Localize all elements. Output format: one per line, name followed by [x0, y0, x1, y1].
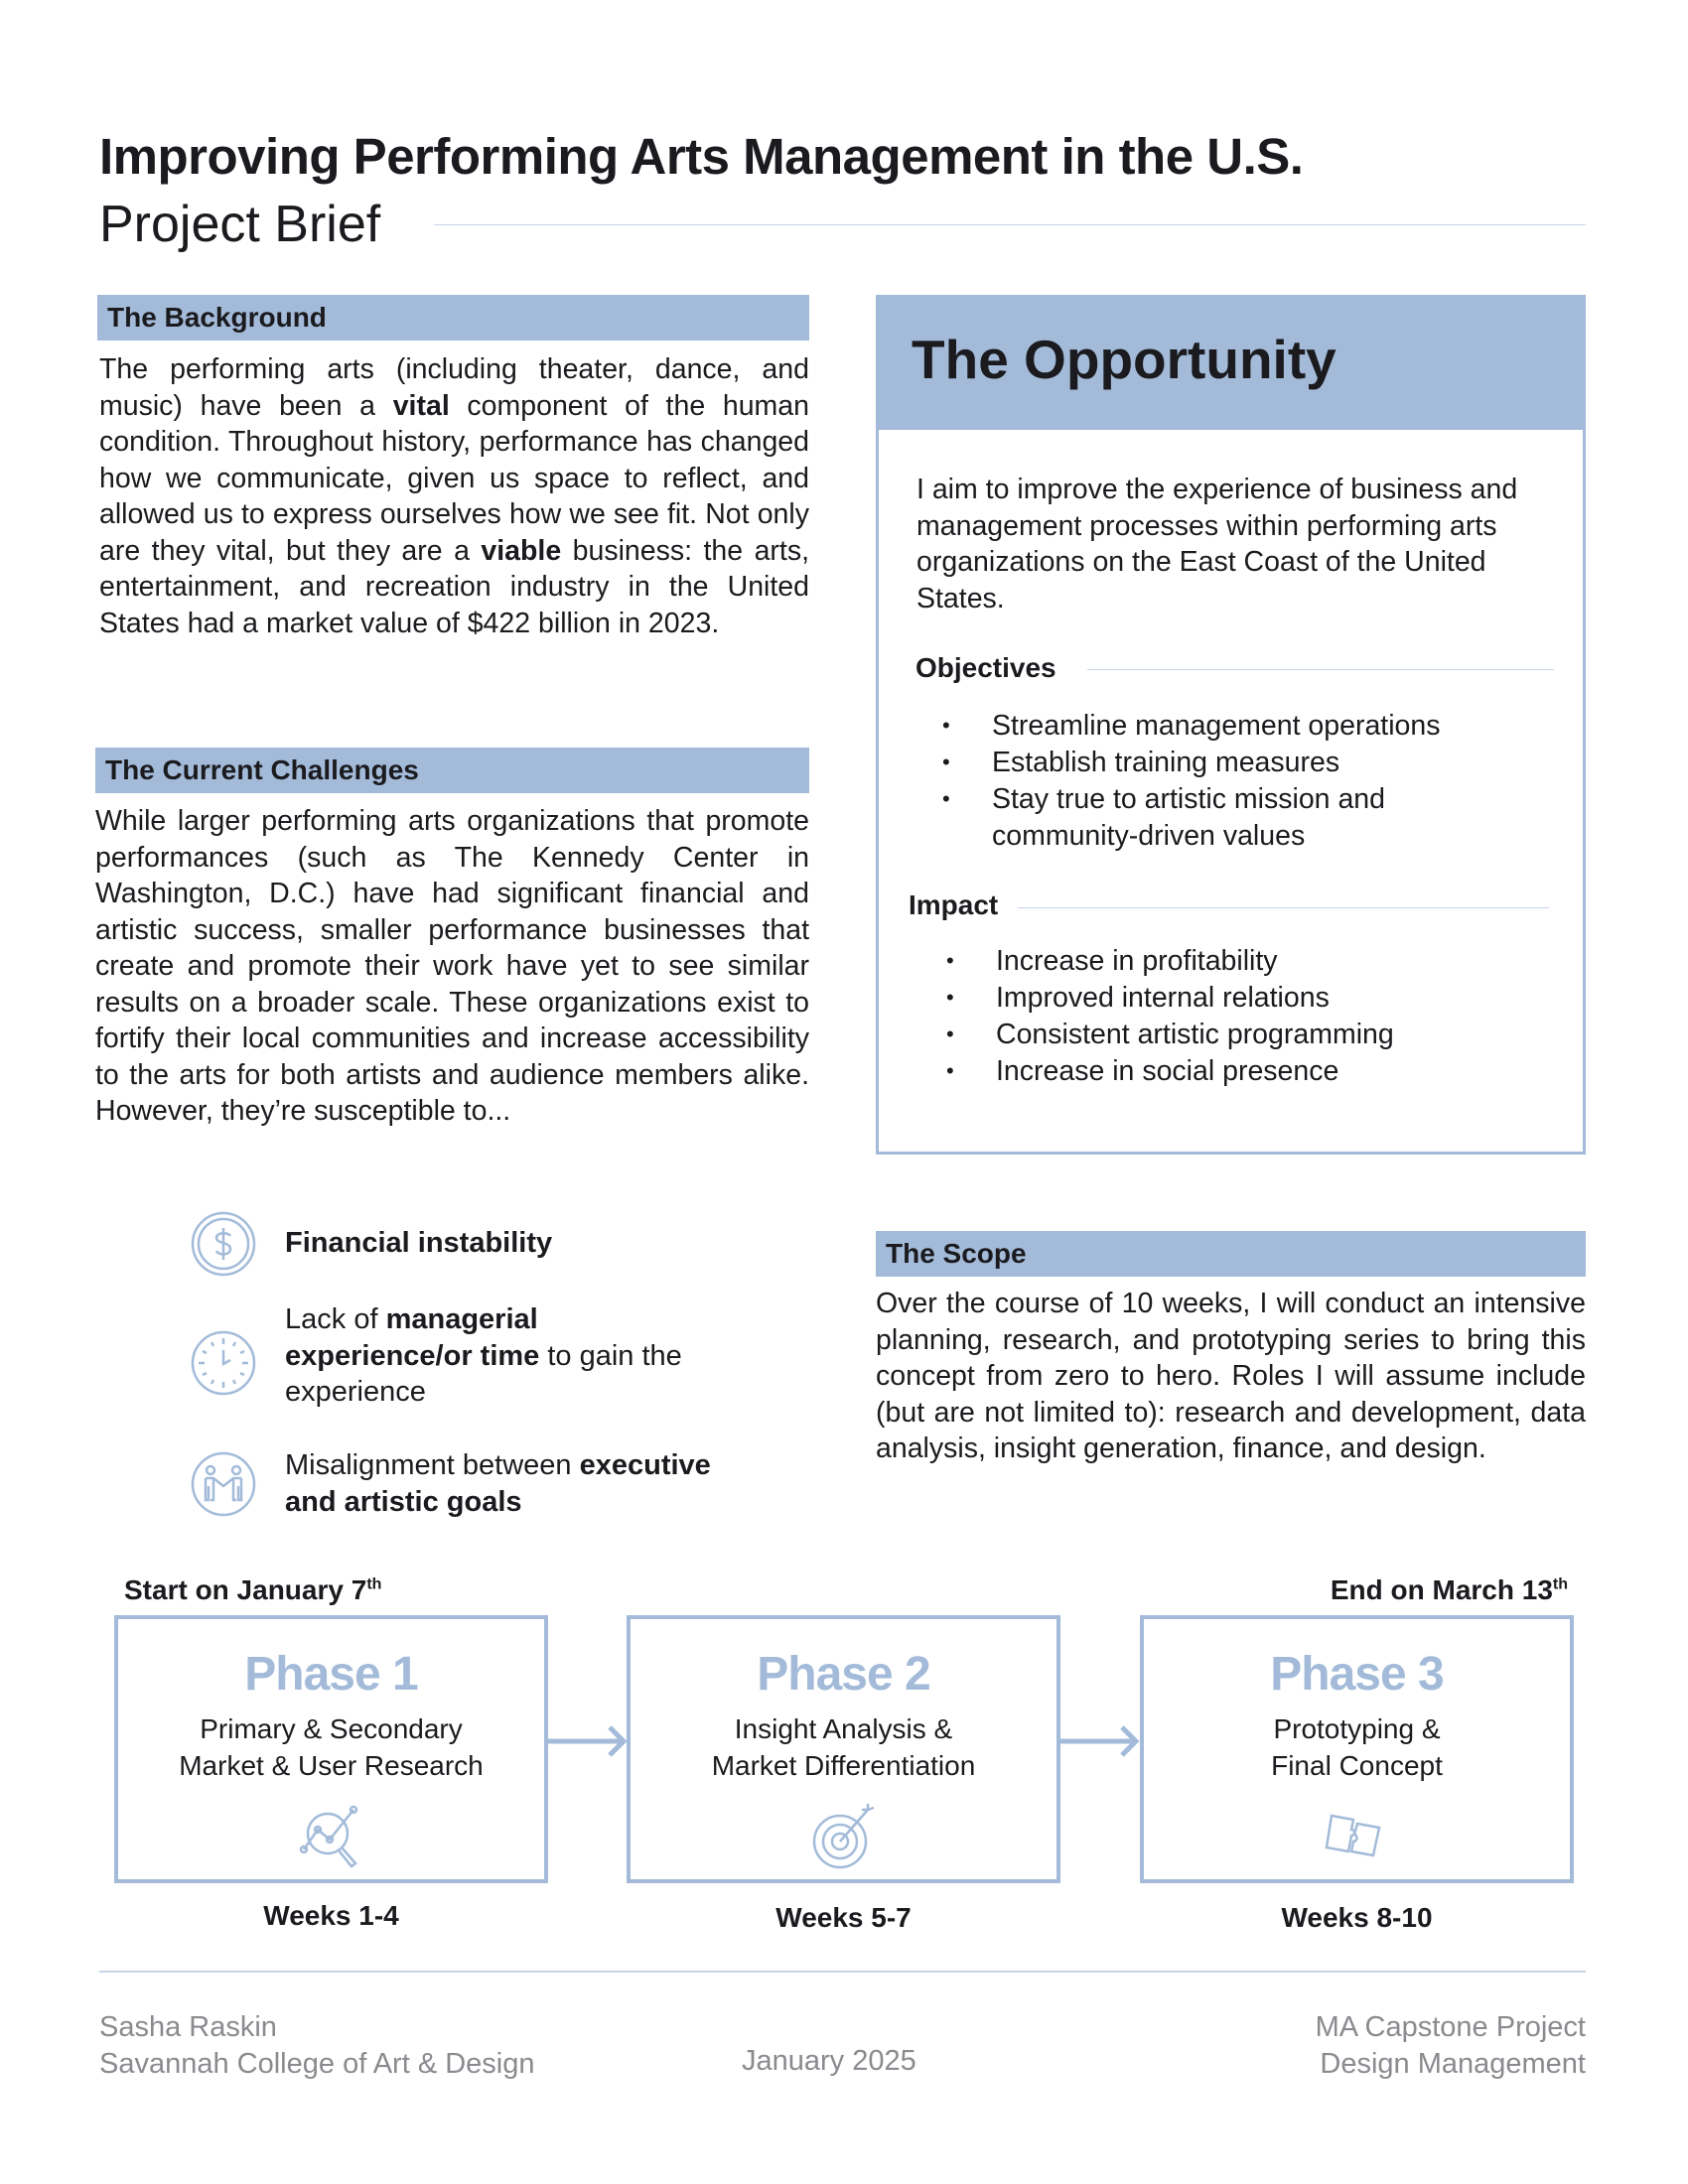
timeline-start [124, 1574, 381, 1606]
opportunity-text: I aim to improve the experience of business and management processes within performing arts organizations on the East Coast of the United States. [916, 474, 1518, 614]
superscript: th [366, 1575, 382, 1593]
challenge-experience [285, 1301, 682, 1411]
phase-line: Final Concept [1271, 1749, 1443, 1781]
phase-line: Prototyping & [1273, 1713, 1441, 1744]
school-name: Savannah College of Art & Design [99, 2048, 535, 2080]
phase-2-card [627, 1615, 1060, 1883]
page-title: Improving Performing Arts Management in the U.S. [99, 128, 1304, 185]
puzzle-icon [1318, 1798, 1397, 1877]
opportunity-panel [876, 295, 1586, 1155]
text-bold: viable [481, 534, 562, 567]
footer-divider [99, 1971, 1586, 1973]
list-item: Improved internal relations [996, 982, 1330, 1014]
phase-title: Phase 3 [1270, 1648, 1444, 1701]
bullet-icon: • [946, 985, 954, 1010]
list-item: Increase in social presence [996, 1055, 1339, 1087]
bullet-icon: • [946, 948, 954, 973]
research-magnifier-icon [292, 1798, 371, 1877]
impact-divider [1018, 907, 1549, 908]
list-item: Increase in profitability [996, 945, 1278, 977]
impact-list [946, 943, 1542, 1092]
text-segment: Start on January 7 [124, 1574, 367, 1605]
text-bold: managerial experience/or time [285, 1303, 540, 1372]
challenges-heading: The Current Challenges [95, 748, 809, 793]
bullet-icon: • [942, 786, 950, 811]
bullet-icon: • [942, 713, 950, 738]
phase-1-weeks: Weeks 1-4 [263, 1900, 399, 1931]
phase-line: Market & User Research [179, 1749, 484, 1781]
project-name: MA Capstone Project [1315, 2011, 1586, 2043]
list-item: Stay true to artistic mission and community-driven values [992, 783, 1385, 852]
bullet-icon: • [946, 1022, 954, 1046]
footer-project [1316, 2009, 1586, 2083]
objectives-divider [1087, 669, 1554, 670]
background-heading: The Background [97, 295, 809, 341]
text-segment: Lack of [285, 1303, 386, 1335]
people-handshake-icon [191, 1451, 256, 1517]
phase-3-weeks: Weeks 8-10 [1281, 1902, 1433, 1933]
dollar-coin-icon [191, 1211, 256, 1277]
phase-2-weeks: Weeks 5-7 [775, 1902, 912, 1933]
timeline-end [1331, 1574, 1568, 1606]
challenges-text: While larger performing arts organizations that promote performances (such as The Kennedy Center in Washington, D.C.) have had significant financial and artistic success, smaller performance businesses that create and promote their work have yet to see similar results on a broader scale. These organizations exist to fortify their local communities and increase accessibility to the arts for both artists and audience members alike. However, they’re susceptible to... [95, 805, 809, 1127]
phase-line: Market Differentiation [711, 1749, 976, 1781]
list-item: Establish training measures [992, 747, 1340, 778]
text-segment: component of the human condition. Throughout history, performance has changed how we communicate, given us space to reflect, and allowed us to express ourselves how we see fit. Not only are they vital, but they are a [99, 389, 810, 567]
scope-heading: The Scope [876, 1231, 1586, 1277]
target-icon [804, 1798, 884, 1877]
scope-text: Over the course of 10 weeks, I will conduct an intensive planning, research, and prototyping series to bring this concept from zero to hero. Roles I will assume include (but are not limited to): research and development, data analysis, insight generation, finance, and design. [876, 1288, 1586, 1464]
author-name: Sasha Raskin [99, 2011, 277, 2043]
challenge-misalignment [285, 1447, 732, 1520]
arrow-right-icon [548, 1723, 628, 1759]
phase-line: Insight Analysis & [734, 1713, 953, 1744]
phase-line: Primary & Secondary [200, 1713, 463, 1744]
challenge-financial: Financial instability [285, 1227, 553, 1259]
text-bold: executive and artistic goals [285, 1449, 711, 1518]
text-segment: Misalignment between [285, 1449, 580, 1481]
list-item: Streamline management operations [992, 710, 1441, 742]
bullet-icon: • [942, 750, 950, 774]
bullet-icon: • [946, 1058, 954, 1083]
title-divider [434, 224, 1586, 225]
text-segment: to gain the experience [285, 1339, 682, 1408]
program-name: Design Management [1320, 2048, 1586, 2080]
impact-heading: Impact [909, 889, 999, 920]
phase-title: Phase 1 [244, 1648, 418, 1701]
arrow-right-icon [1060, 1723, 1140, 1759]
list-item: Consistent artistic programming [996, 1019, 1394, 1050]
opportunity-title: The Opportunity [912, 329, 1336, 390]
text-segment: business: the arts, entertainment, and recreation industry in the United States had a market value of $422 billion in 2023. [99, 534, 810, 639]
phase-3-card [1140, 1615, 1574, 1883]
superscript: th [1552, 1575, 1568, 1593]
text-segment: The performing arts (including theater, dance, and music) have been a [99, 353, 809, 422]
footer-author [99, 2009, 535, 2083]
objectives-heading: Objectives [915, 652, 1056, 683]
page-subtitle: Project Brief [99, 196, 381, 253]
phase-1-card [114, 1615, 548, 1883]
phase-title: Phase 2 [757, 1648, 930, 1701]
objectives-list [942, 708, 1538, 857]
text-segment: End on March 13 [1330, 1574, 1553, 1605]
clock-icon [191, 1330, 256, 1396]
background-text [99, 351, 809, 641]
footer-date: January 2025 [742, 2045, 916, 2077]
text-bold: vital [392, 389, 450, 422]
